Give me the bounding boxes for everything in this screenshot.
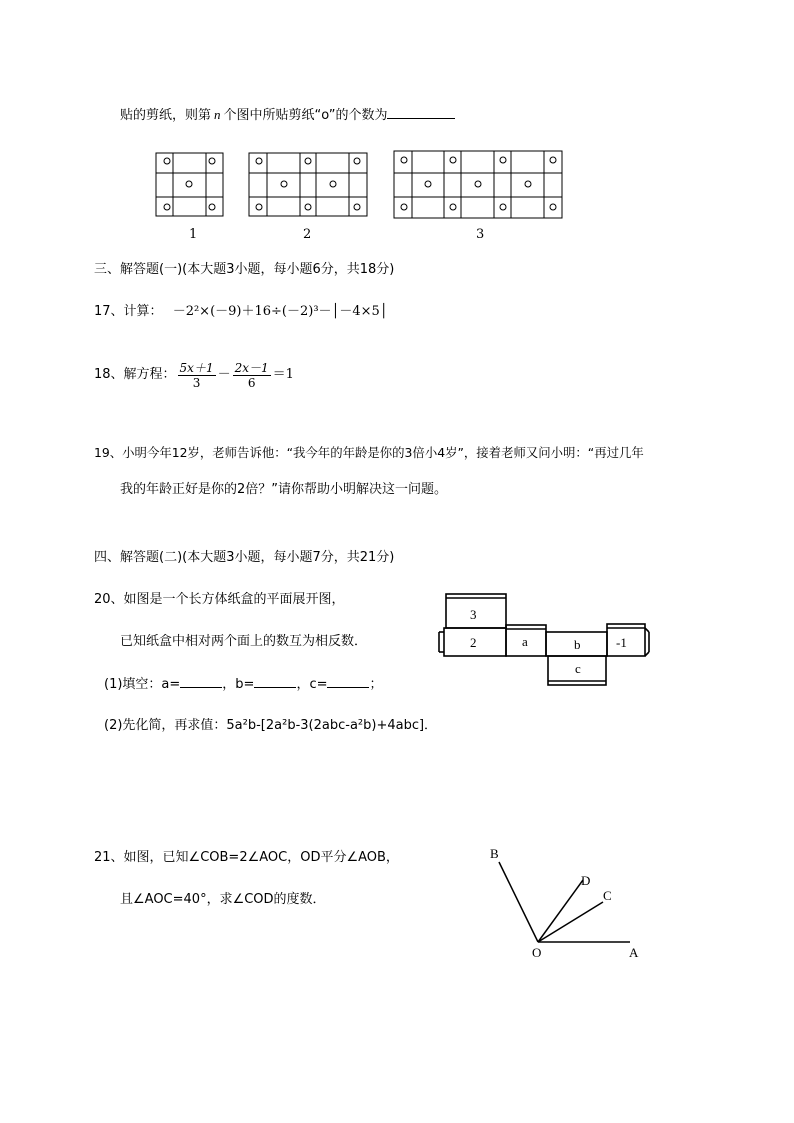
angle-figure <box>480 840 650 965</box>
q20-fill-end: ； <box>369 677 383 692</box>
ray-od <box>538 880 583 942</box>
q20-fill-b-label: ，b= <box>222 677 255 692</box>
q18-fraction-1 <box>178 361 216 390</box>
q18-frac2-denominator: 6 <box>247 375 256 390</box>
q18-rhs: ＝1 <box>272 367 294 382</box>
q20-blank-c[interactable] <box>327 675 369 688</box>
q18-minus: － <box>217 367 231 382</box>
point-label-c: C <box>603 888 612 903</box>
q16-text-before: 贴的剪纸，则第 <box>120 108 212 123</box>
net-label-a: a <box>522 634 528 649</box>
q20-simplify: (2)先化简，再求值：5a²b-[2a²b-3(2abc-a²b)+4abc]． <box>104 718 438 733</box>
q19-line2: 我的年龄正好是你的2倍？”请你帮助小明解决这一问题。 <box>120 482 448 497</box>
point-label-a: A <box>629 945 639 960</box>
q20-fill-a-label: (1)填空：a= <box>104 677 181 692</box>
q20-line2: 已知纸盒中相对两个面上的数互为相反数． <box>120 634 368 649</box>
q21-line2: 且∠AOC=40°，求∠COD的度数． <box>120 892 326 907</box>
box-net-figure <box>436 588 666 698</box>
q20-line1: 20、如图是一个长方体纸盒的平面展开图， <box>94 592 345 607</box>
figure-2 <box>249 153 367 216</box>
figure-label-3: 3 <box>476 227 485 242</box>
point-label-o: O <box>532 945 542 960</box>
q16-var-n: n <box>214 107 221 122</box>
ray-oc <box>538 902 603 942</box>
net-label-b: b <box>574 637 581 652</box>
q18-line <box>94 358 294 393</box>
q18-fraction-2 <box>233 361 271 390</box>
q17-line <box>94 303 388 321</box>
figure-label-1: 1 <box>189 227 198 242</box>
ray-ob <box>499 862 538 942</box>
section3-heading: 三、解答题(一)(本大题3小题，每小题6分，共18分) <box>94 262 395 277</box>
figure-1 <box>156 153 223 216</box>
net-label-2: 2 <box>470 635 477 650</box>
q16-answer-blank[interactable] <box>387 106 455 119</box>
point-label-d: D <box>581 873 591 888</box>
paper-cut-figures <box>0 140 794 250</box>
net-label-c: c <box>575 661 581 676</box>
q18-frac1-numerator: 5x＋1 <box>179 360 214 375</box>
q16-tail-text <box>120 106 455 125</box>
q20-blank-b[interactable] <box>254 675 296 688</box>
q17-expression: －2²×(－9)＋16÷(－2)³－│－4×5│ <box>172 304 388 319</box>
point-label-b: B <box>490 846 499 861</box>
figure-3 <box>394 151 562 218</box>
q18-frac2-numerator: 2x－1 <box>234 360 269 375</box>
q20-fill-c-label: ，c= <box>296 677 328 692</box>
q18-frac1-denominator: 3 <box>192 375 201 390</box>
section4-heading: 四、解答题(二)(本大题3小题，每小题7分，共21分) <box>94 550 395 565</box>
q16-text-after: 个图中所贴剪纸“o”的个数为 <box>223 108 388 123</box>
q20-blank-a[interactable] <box>180 675 222 688</box>
q17-label: 17、计算： <box>94 304 163 319</box>
q18-label: 18、解方程： <box>94 367 176 382</box>
net-label-3: 3 <box>470 607 477 622</box>
figure-label-2: 2 <box>303 227 312 242</box>
q20-fill-line <box>104 675 383 694</box>
net-label-neg1: -1 <box>616 635 627 650</box>
q21-line1: 21、如图，已知∠COB=2∠AOC，OD平分∠AOB， <box>94 850 399 865</box>
q19-line1: 19、小明今年12岁，老师告诉他：“我今年的年龄是你的3倍小4岁”，接着老师又问小明：“再过几年 <box>94 445 644 460</box>
